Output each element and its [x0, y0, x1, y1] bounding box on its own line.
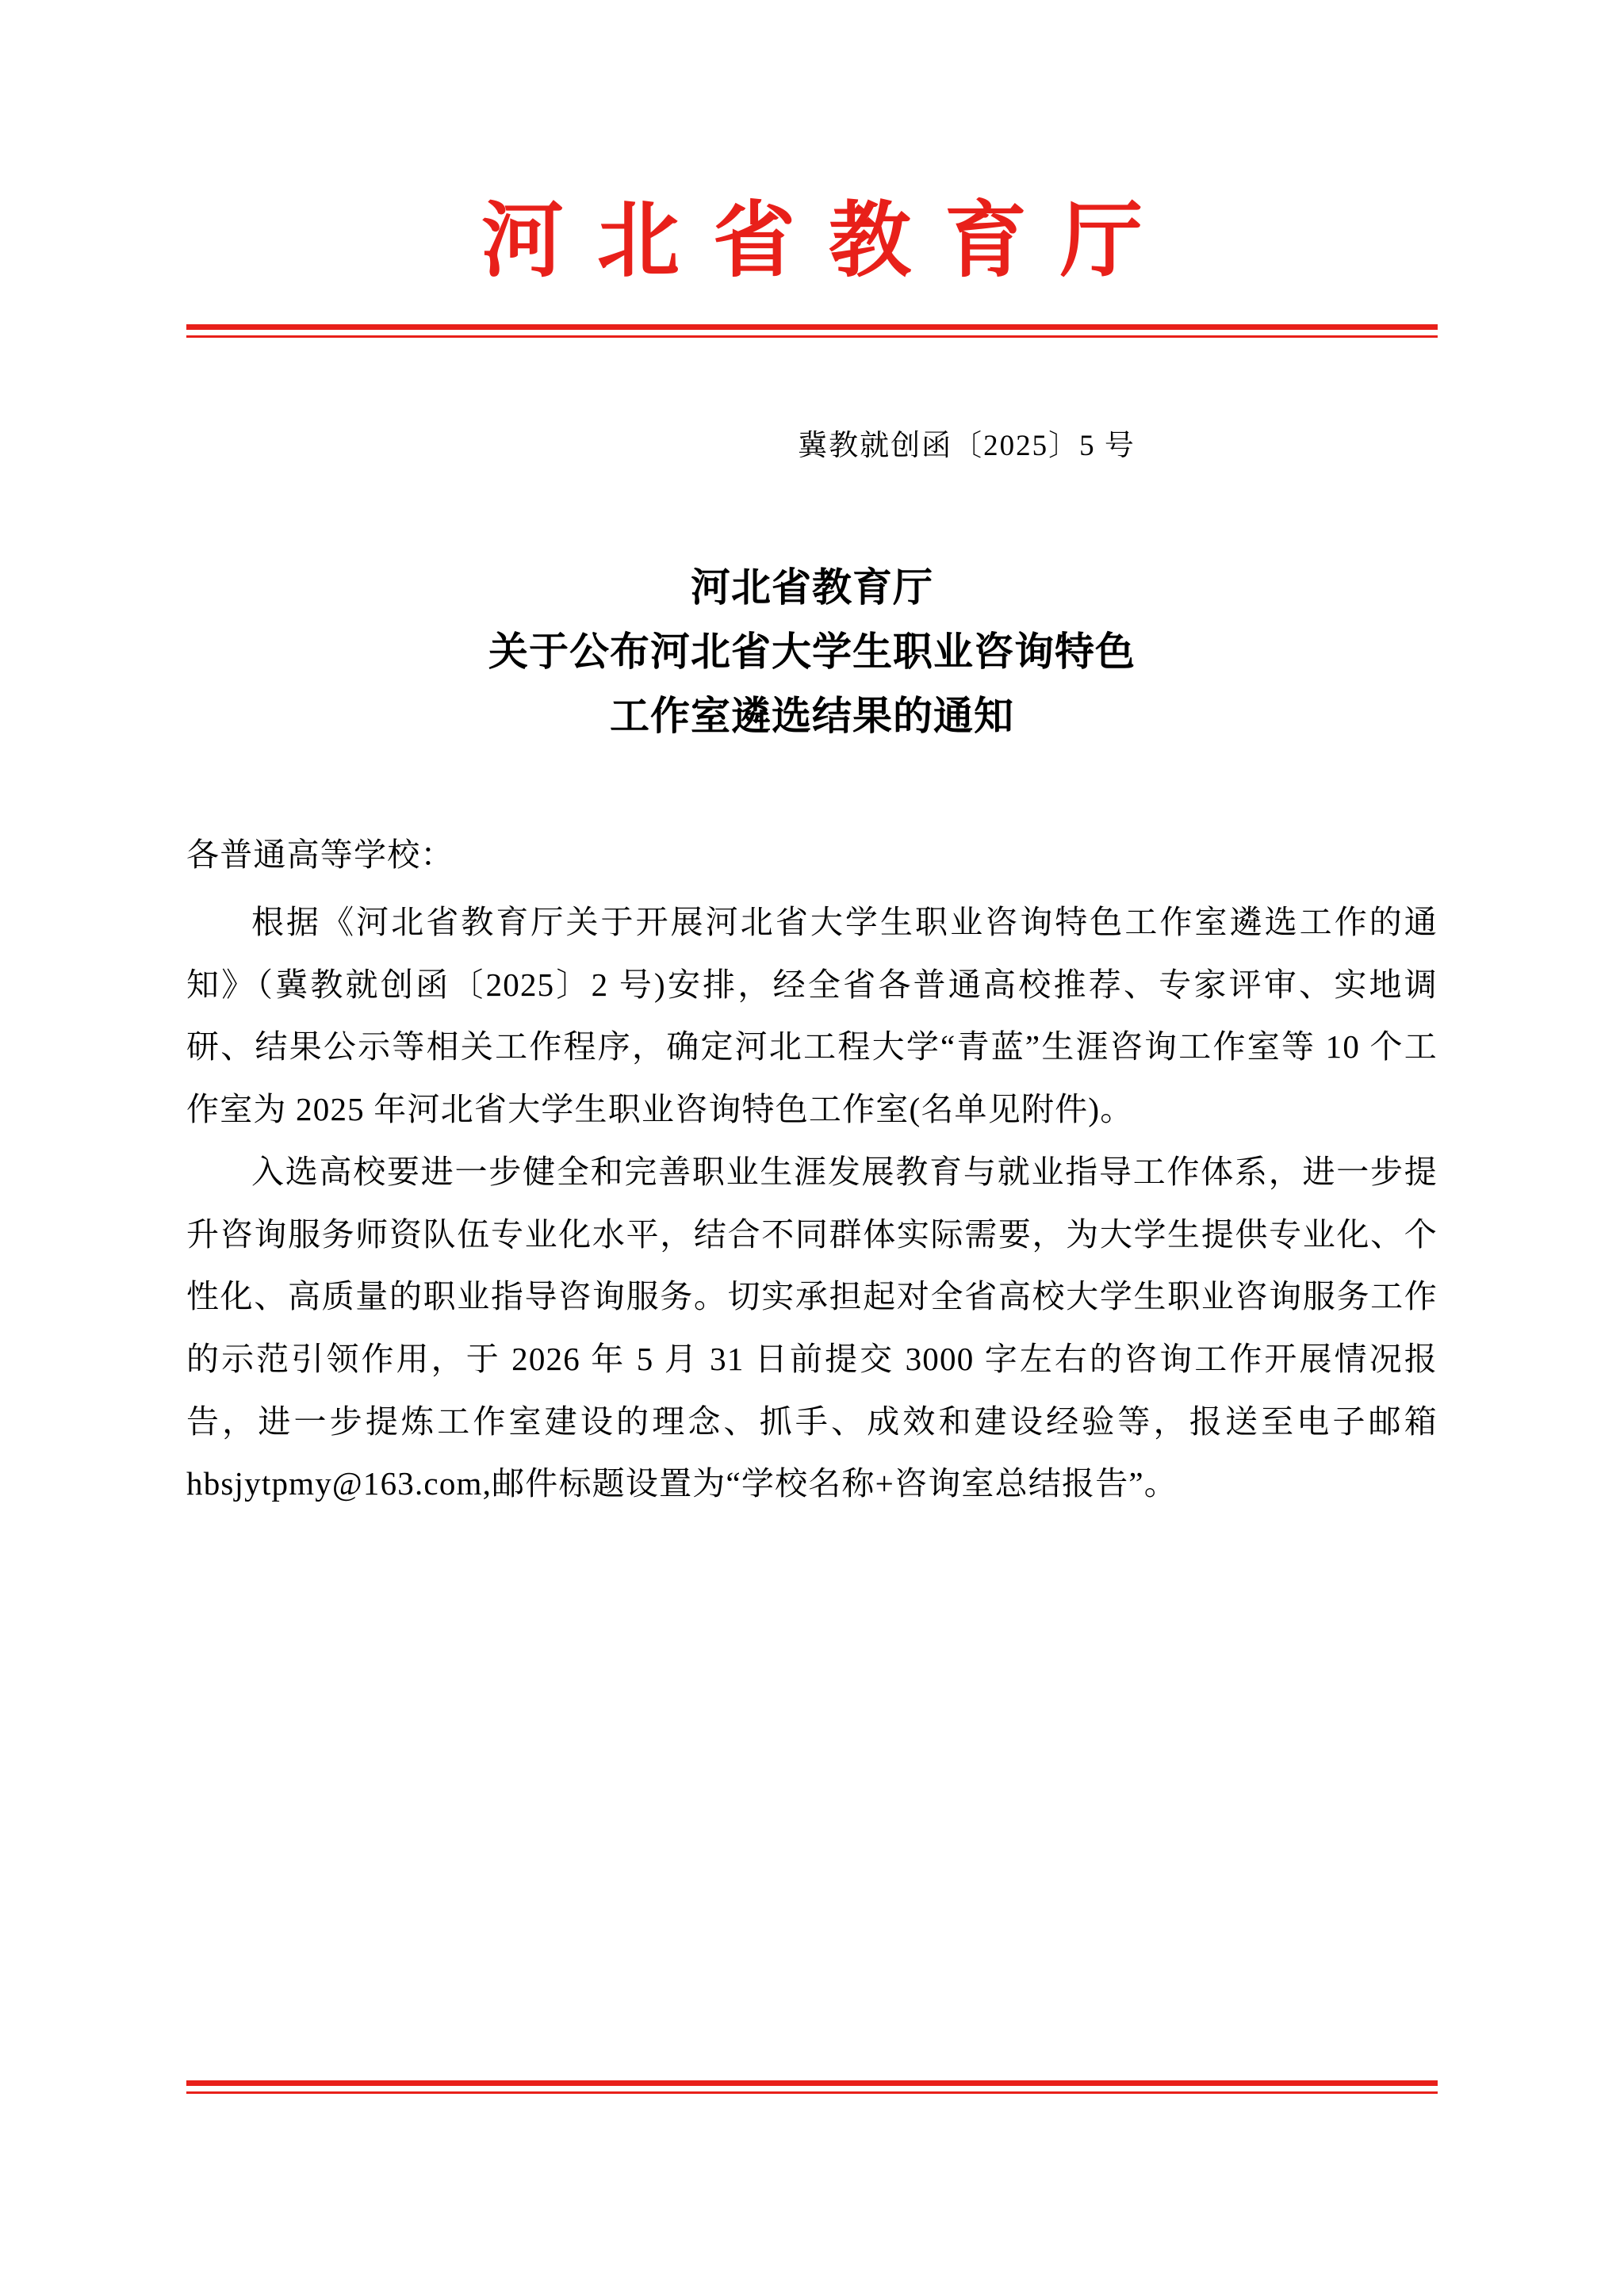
salutation: 各普通高等学校：: [186, 836, 454, 874]
letterhead-rule-thin: [186, 335, 1438, 338]
document-title-line-1: 河北省教育厅: [691, 564, 933, 611]
footer-rule-thick: [186, 2080, 1438, 2086]
document-title: [186, 555, 1438, 748]
footer-rules: [186, 2080, 1438, 2094]
document-body: [186, 824, 1438, 1515]
body-paragraph-2: 入选高校要进一步健全和完善职业生涯发展教育与就业指导工作体系，进一步提升咨询服务师资队伍专业化水平，结合不同群体实际需要，为大学生提供专业化、个性化、高质量的职业指导咨询服务。切实承担起对全省高校大学生职业咨询服务工作的示范引领作用，于 2026 年 5 月 31 日前提交 3000 字左右的咨询工作开展情况报告，进一步提炼工作室建设的理念、抓手、成效和建设经验等，报送至电子邮箱 hbsjytpmy@163.com,邮件标题设置为“学校名称+咨询室总结报告”。: [186, 1153, 1438, 1502]
document-number: 冀教就创函〔2025〕5 号: [798, 430, 1136, 463]
issuing-organization: 河北省教育厅: [481, 191, 1176, 289]
letterhead: [186, 0, 1438, 338]
letterhead-rule-thick: [186, 324, 1438, 330]
document-title-line-3: 工作室遴选结果的通知: [610, 692, 1014, 740]
footer-rule-thin: [186, 2091, 1438, 2094]
body-paragraph-1: 根据《河北省教育厅关于开展河北省大学生职业咨询特色工作室遴选工作的通知》（冀教就创函〔2025〕2 号)安排，经全省各普通高校推荐、专家评审、实地调研、结果公示等相关工作程序，确定河北工程大学“青蓝”生涯咨询工作室等 10 个工作室为 2025 年河北省大学生职业咨询特色工作室(名单见附件)。: [186, 903, 1438, 1128]
document-title-line-2: 关于公布河北省大学生职业咨询特色: [488, 628, 1136, 675]
